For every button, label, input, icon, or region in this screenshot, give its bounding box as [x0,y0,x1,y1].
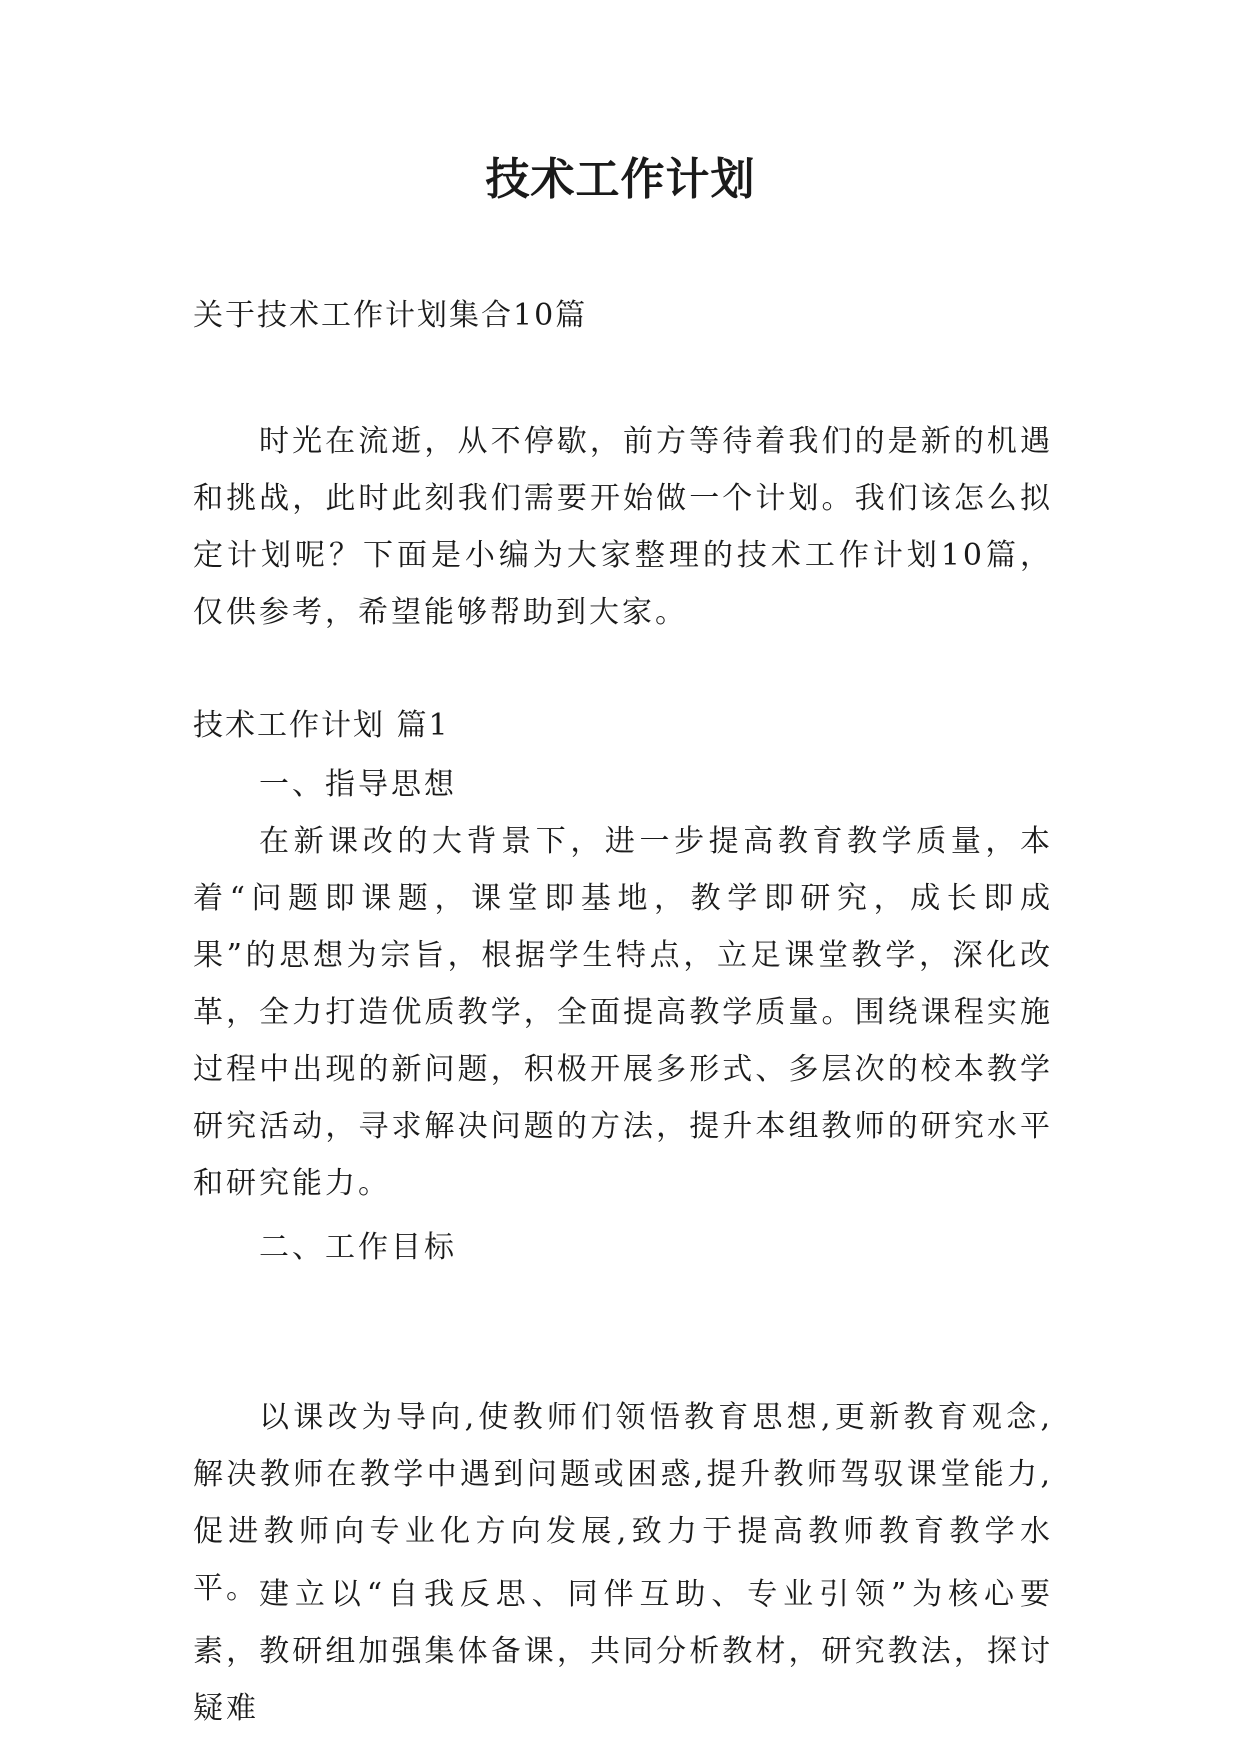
heading-work-goals: 二、工作目标 [259,1230,457,1265]
body-paragraph: 建立以“自我反思、同伴互助、专业引领”为核心要素，教研组加强集体备课，共同分析教材，研究教法，探讨疑难 [193,1577,1053,1726]
document-subtitle: 关于技术工作计划集合10篇 [193,298,588,333]
body-paragraph: 在新课改的大背景下，进一步提高教育教学质量，本着“问题即课题，课堂即基地，教学即研究，成长即成果”的思想为宗旨，根据学生特点，立足课堂教学，深化改革，全力打造优质教学，全面提高教学质量。围绕课程实施过程中出现的新问题，积极开展多形式、多层次的校本教学研究活动，寻求解决问题的方法，提升本组教师的研究水平和研究能力。 [193,824,1053,1201]
document-title: 技术工作计划 [485,154,756,205]
intro-paragraph: 时光在流逝，从不停歇，前方等待着我们的是新的机遇和挑战，此时此刻我们需要开始做一个计划。我们该怎么拟定计划呢？下面是小编为大家整理的技术工作计划10篇，仅供参考，希望能够帮助到大家。 [193,424,1053,630]
body-paragraph: 以课改为导向,使教师们领悟教育思想,更新教育观念,解决教师在教学中遇到问题或困惑,提升教师驾驭课堂能力,促进教师向专业化方向发展,致力于提高教师教育教学水平。 [193,1400,1053,1606]
heading-guiding-ideology: 一、指导思想 [259,767,457,802]
section-heading: 技术工作计划 篇1 [193,708,450,743]
